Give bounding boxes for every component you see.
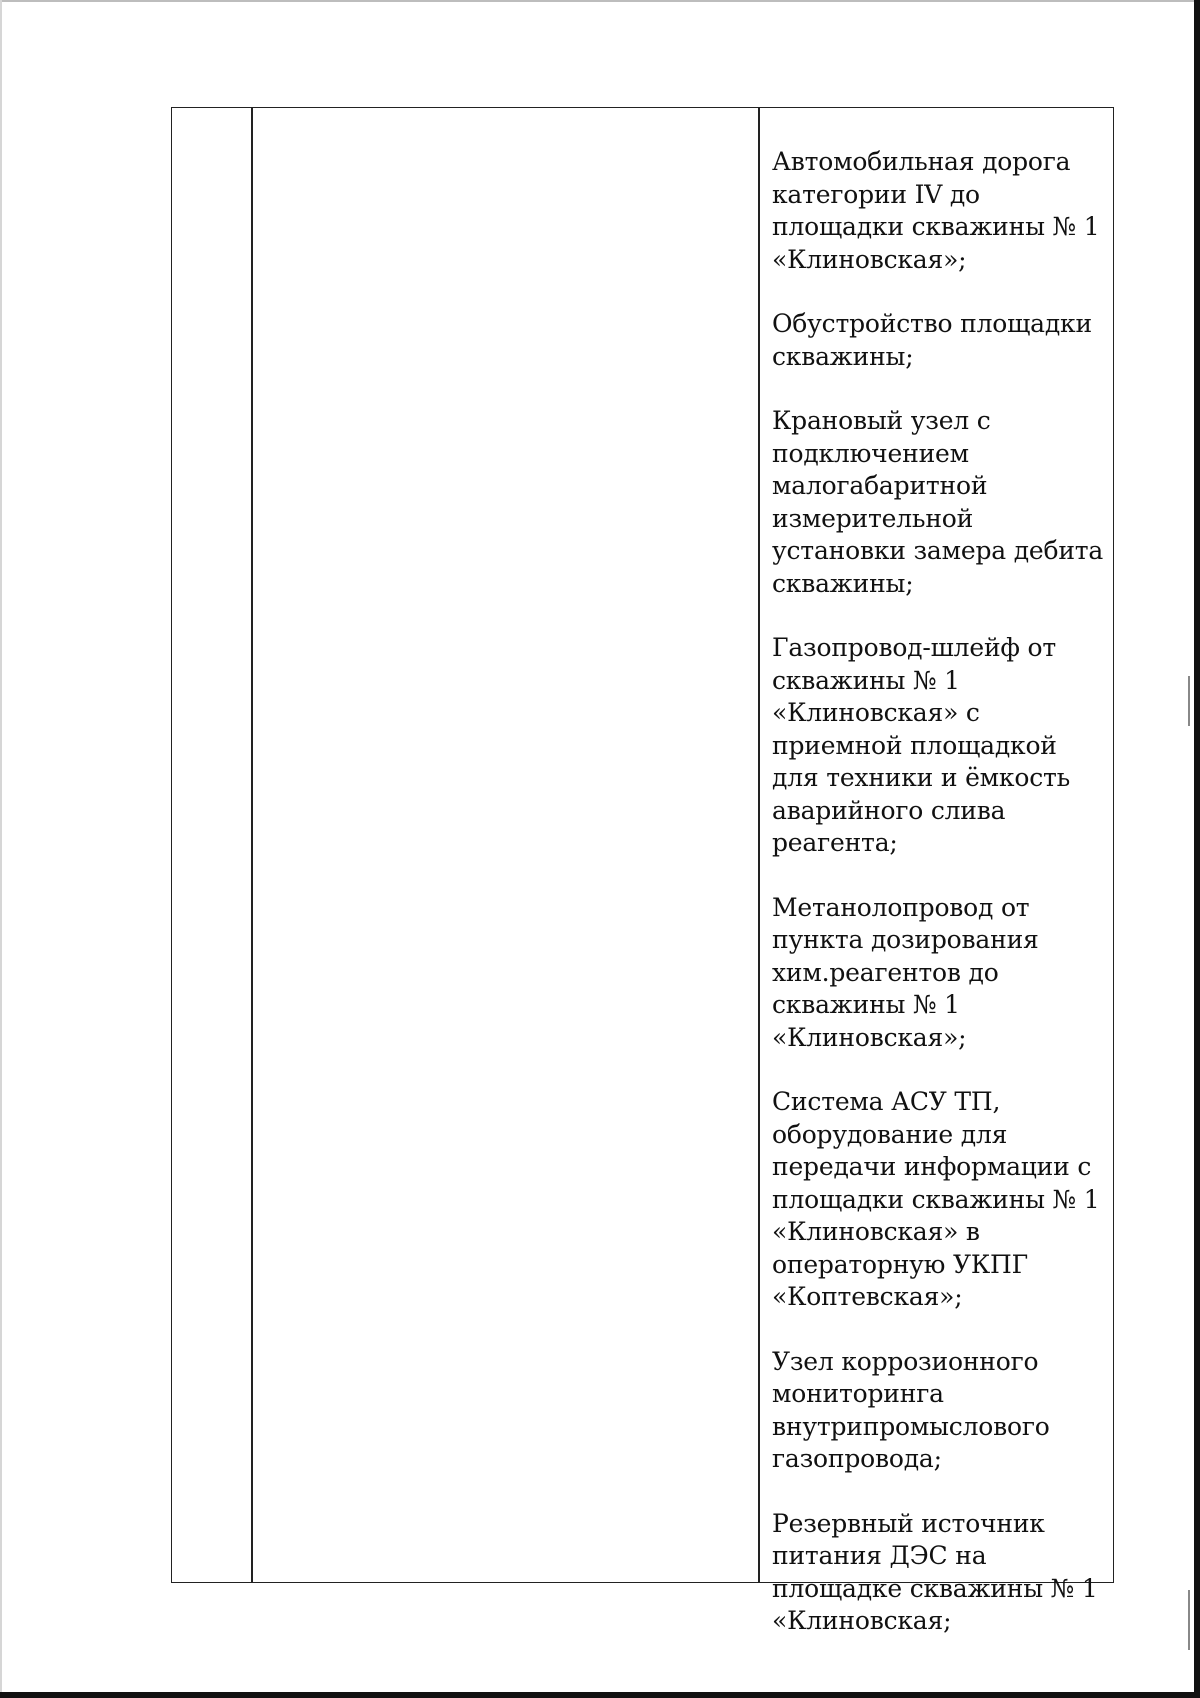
table-cell-facilities xyxy=(772,146,1110,1670)
facility-item: Узел коррозионного мониторинга внутрипромыслового газопровода; xyxy=(772,1346,1050,1473)
facility-item: Метанолопровод от пункта дозирования хим.реагентов до скважины № 1 «Клиновская»; xyxy=(772,892,1039,1052)
column-divider-1 xyxy=(251,108,253,1582)
document-table xyxy=(171,107,1114,1635)
scan-edge-bottom xyxy=(0,1692,1200,1698)
scan-edge-right xyxy=(1194,0,1200,1692)
scan-artifact xyxy=(1188,676,1190,726)
scan-edge-left xyxy=(0,0,2,1698)
facility-item: Автомобильная дорога категории IV до площадки скважины № 1 «Клиновская»; xyxy=(772,147,1100,274)
facility-item: Резервный источник питания ДЭС на площадке скважины № 1 «Клиновская; xyxy=(772,1508,1098,1635)
scan-artifact xyxy=(1188,1590,1190,1650)
facility-item: Система АСУ ТП, оборудование для передачи информации с площадки скважины № 1 «Клиновская» в операторную УКПГ «Коптевская»; xyxy=(772,1087,1100,1311)
scan-edge-top xyxy=(0,0,1200,2)
facility-item: Крановый узел с подключением малогабаритной измерительной установки замера дебита скважины; xyxy=(772,406,1104,598)
column-divider-2 xyxy=(758,108,760,1582)
facility-item: Газопровод-шлейф от скважины № 1 «Клиновская» с приемной площадкой для техники и ёмкость аварийного слива реагента; xyxy=(772,633,1071,857)
facility-item: Обустройство площадки скважины; xyxy=(772,309,1092,371)
